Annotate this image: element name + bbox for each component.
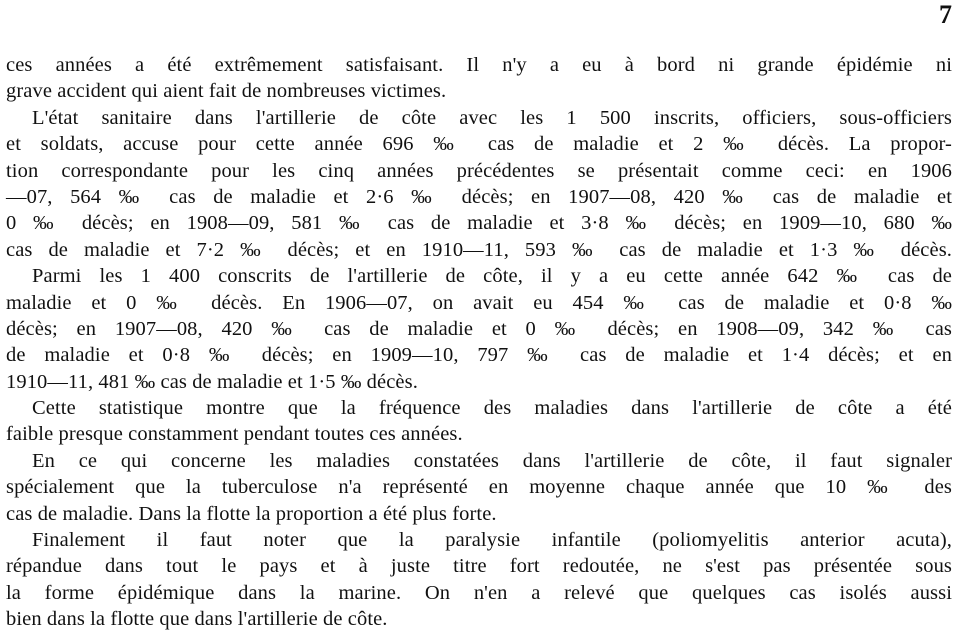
text-line: la forme épidémique dans la marine. On n'en a relevé que quelques cas isolés aussi (6, 581, 952, 604)
text-line: grave accident qui aient fait de nombreuses victimes. (6, 80, 447, 103)
text-line: 0 ‰ décès; en 1908—09, 581 ‰ cas de maladie et 3·8 ‰ décès; en 1909—10, 680 ‰ (6, 212, 952, 235)
text-line: bien dans la flotte que dans l'artillerie de côte. (6, 608, 388, 631)
text-line: Parmi les 1 400 conscrits de l'artillerie de côte, il y a eu cette année 642 ‰ cas de (32, 265, 952, 288)
text-line: ces années a été extrêmement satisfaisant. Il n'y a eu à bord ni grande épidémie ni (6, 54, 952, 76)
text-line: 1910—11, 481 ‰ cas de maladie et 1·5 ‰ décès. (6, 370, 418, 393)
text-line: —07, 564 ‰ cas de maladie et 2·6 ‰ décès; en 1907—08, 420 ‰ cas de maladie et (6, 185, 952, 208)
text-line: répandue dans tout le pays et à juste titre fort redoutée, ne s'est pas présentée sous (6, 555, 952, 578)
text-line: L'état sanitaire dans l'artillerie de côte avec les 1 500 inscrits, officiers, sous-officiers (32, 106, 952, 129)
body-text (6, 52, 952, 633)
text-line: tion correspondante pour les cinq années précédentes se présentait comme ceci: en 1906 (6, 159, 952, 182)
text-line: maladie et 0 ‰ décès. En 1906—07, on avait eu 454 ‰ cas de maladie et 0·8 ‰ (6, 291, 952, 314)
text-line: faible presque constamment pendant toutes ces années. (6, 423, 463, 446)
text-line: Finalement il faut noter que la paralysie infantile (poliomyelitis anterior acuta), (32, 529, 952, 552)
text-line: En ce qui concerne les maladies constatées dans l'artillerie de côte, il faut signaler (32, 449, 952, 472)
text-line: décès; en 1907—08, 420 ‰ cas de maladie et 0 ‰ décès; en 1908—09, 342 ‰ cas (6, 317, 952, 340)
text-line: de maladie et 0·8 ‰ décès; en 1909—10, 797 ‰ cas de maladie et 1·4 décès; et en (6, 344, 952, 367)
text-line: cas de maladie et 7·2 ‰ décès; et en 1910—11, 593 ‰ cas de maladie et 1·3 ‰ décès. (6, 238, 952, 261)
text-line: cas de maladie. Dans la flotte la proportion a été plus forte. (6, 502, 497, 525)
text-line: Cette statistique montre que la fréquence des maladies dans l'artillerie de côte a été (32, 397, 952, 420)
page-number: 7 (939, 0, 952, 29)
text-line: spécialement que la tuberculose n'a représenté en moyenne chaque année que 10 ‰ des (6, 476, 952, 499)
text-line: et soldats, accuse pour cette année 696 ‰ cas de maladie et 2 ‰ décès. La propor- (6, 133, 952, 156)
